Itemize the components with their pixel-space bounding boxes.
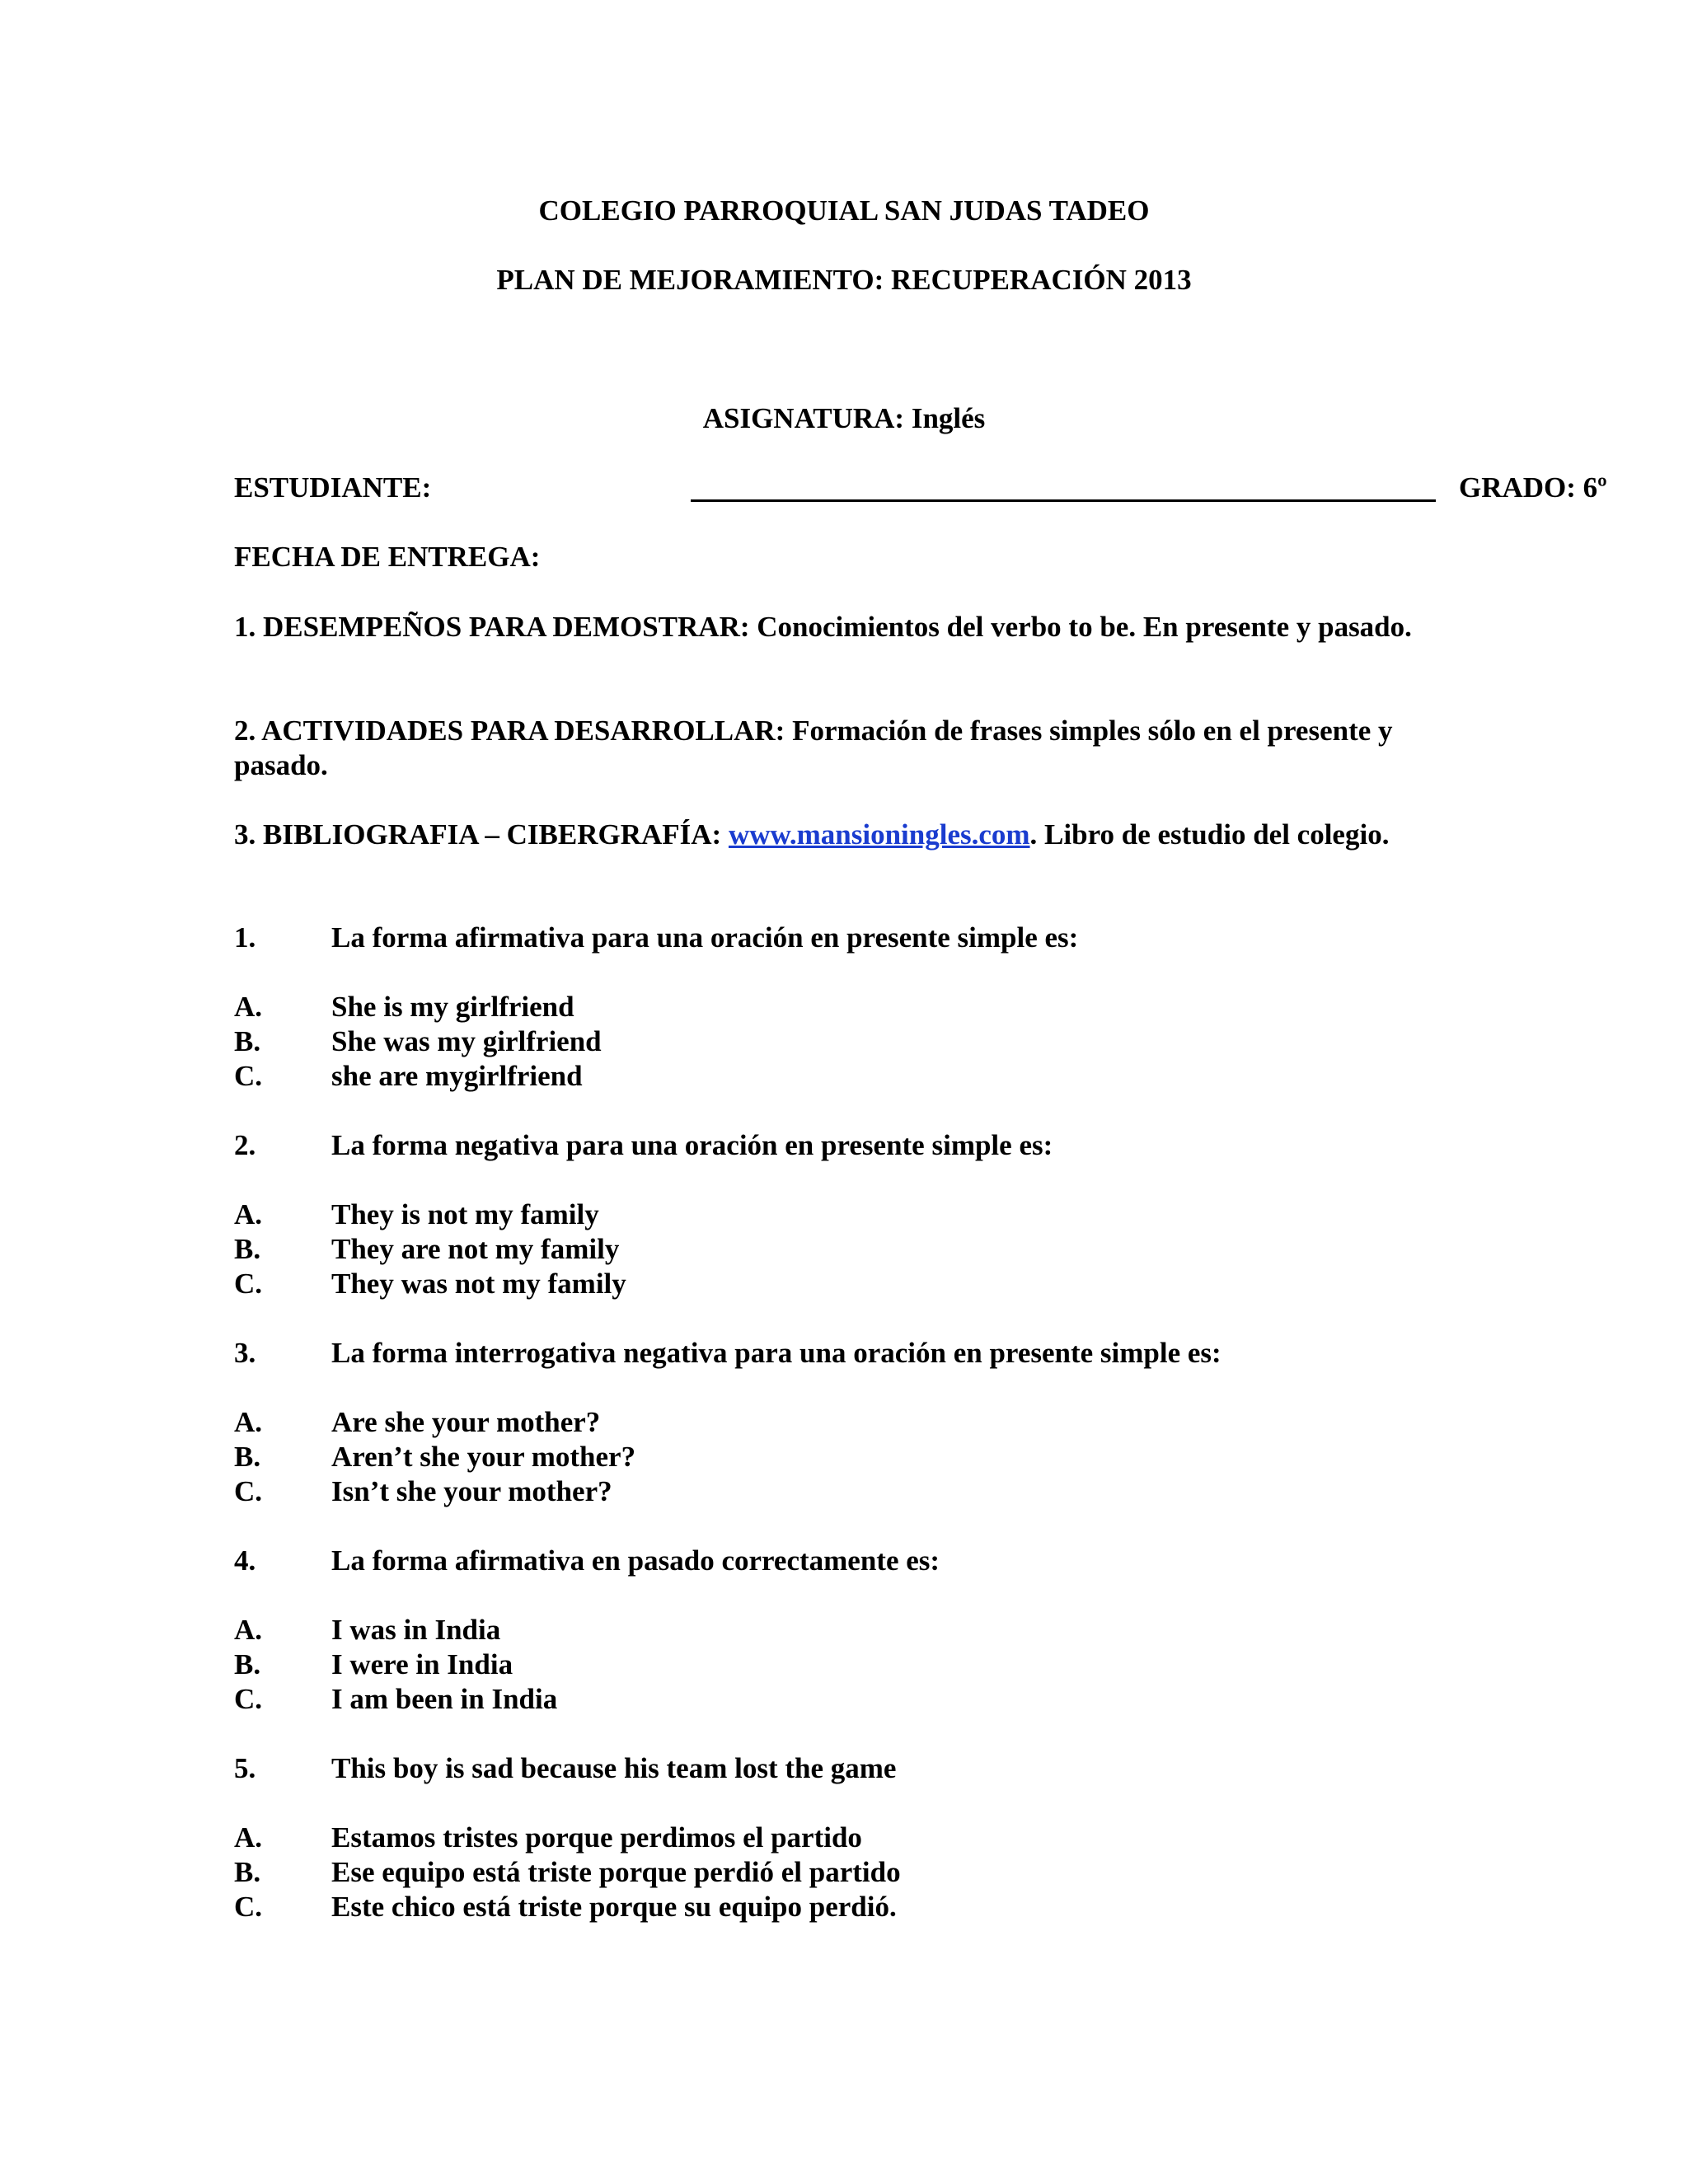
option-text: I were in India bbox=[331, 1648, 513, 1680]
option-text: She was my girlfriend bbox=[331, 1025, 602, 1057]
student-name-blank[interactable] bbox=[691, 471, 1436, 502]
plan-title: PLAN DE MEJORAMIENTO: RECUPERACIÓN 2013 bbox=[496, 264, 1192, 296]
student-label: ESTUDIANTE: bbox=[234, 471, 432, 504]
option-text: They are not my family bbox=[331, 1233, 620, 1265]
school-title: COLEGIO PARROQUIAL SAN JUDAS TADEO bbox=[538, 194, 1150, 227]
section-activities: 2. ACTIVIDADES PARA DESARROLLAR: Formación de frases simples sólo en el presente y pasado. bbox=[234, 715, 1393, 781]
option-letter: B. bbox=[234, 1856, 261, 1888]
question-number: 5. bbox=[234, 1752, 256, 1784]
option-text: Isn’t she your mother? bbox=[331, 1475, 612, 1507]
option-letter: A. bbox=[234, 1614, 263, 1646]
question-text: This boy is sad because his team lost the game bbox=[331, 1752, 897, 1784]
bibliography-suffix: . Libro de estudio del colegio. bbox=[1029, 818, 1390, 851]
delivery-date-label: FECHA DE ENTREGA: bbox=[234, 541, 541, 573]
section-performance: 1. DESEMPEÑOS PARA DEMOSTRAR: Conocimientos del verbo to be. En presente y pasado. bbox=[234, 611, 1412, 643]
option-letter: C. bbox=[234, 1891, 263, 1923]
grade-label: GRADO: 6º bbox=[1459, 471, 1607, 504]
option-text: Aren’t she your mother? bbox=[331, 1441, 636, 1473]
subject-title: ASIGNATURA: Inglés bbox=[702, 402, 986, 434]
option-letter: A. bbox=[234, 1406, 263, 1438]
question-number: 1. bbox=[234, 921, 256, 954]
option-text: I was in India bbox=[331, 1614, 501, 1646]
option-letter: C. bbox=[234, 1268, 263, 1300]
question-text: La forma negativa para una oración en presente simple es: bbox=[331, 1129, 1053, 1161]
option-text: They was not my family bbox=[331, 1268, 626, 1300]
option-letter: B. bbox=[234, 1233, 261, 1265]
bibliography-link[interactable]: www.mansioningles.com bbox=[728, 818, 1030, 851]
option-letter: C. bbox=[234, 1475, 263, 1507]
option-text: Estamos tristes porque perdimos el partido bbox=[331, 1821, 862, 1854]
option-text: she are mygirlfriend bbox=[331, 1060, 583, 1092]
question-number: 3. bbox=[234, 1337, 256, 1369]
option-letter: B. bbox=[234, 1441, 261, 1473]
option-letter: C. bbox=[234, 1683, 263, 1715]
option-text: I am been in India bbox=[331, 1683, 558, 1715]
section-bibliography bbox=[234, 818, 1446, 852]
option-letter: A. bbox=[234, 1821, 263, 1854]
question-number: 4. bbox=[234, 1544, 256, 1577]
question-number: 2. bbox=[234, 1129, 256, 1161]
option-text: She is my girlfriend bbox=[331, 991, 574, 1023]
question-text: La forma afirmativa para una oración en presente simple es: bbox=[331, 921, 1079, 954]
option-letter: A. bbox=[234, 991, 263, 1023]
option-letter: C. bbox=[234, 1060, 263, 1092]
option-text: Ese equipo está triste porque perdió el partido bbox=[331, 1856, 901, 1888]
student-row bbox=[234, 471, 1607, 508]
option-letter: B. bbox=[234, 1025, 261, 1057]
option-text: Este chico está triste porque su equipo perdió. bbox=[331, 1891, 897, 1923]
option-text: Are she your mother? bbox=[331, 1406, 601, 1438]
question-text: La forma afirmativa en pasado correctamente es: bbox=[331, 1544, 940, 1577]
question-text: La forma interrogativa negativa para una oración en presente simple es: bbox=[331, 1337, 1221, 1369]
option-text: They is not my family bbox=[331, 1198, 599, 1230]
option-letter: B. bbox=[234, 1648, 261, 1680]
option-letter: A. bbox=[234, 1198, 263, 1230]
bibliography-prefix: 3. BIBLIOGRAFIA – CIBERGRAFÍA: bbox=[234, 818, 729, 851]
